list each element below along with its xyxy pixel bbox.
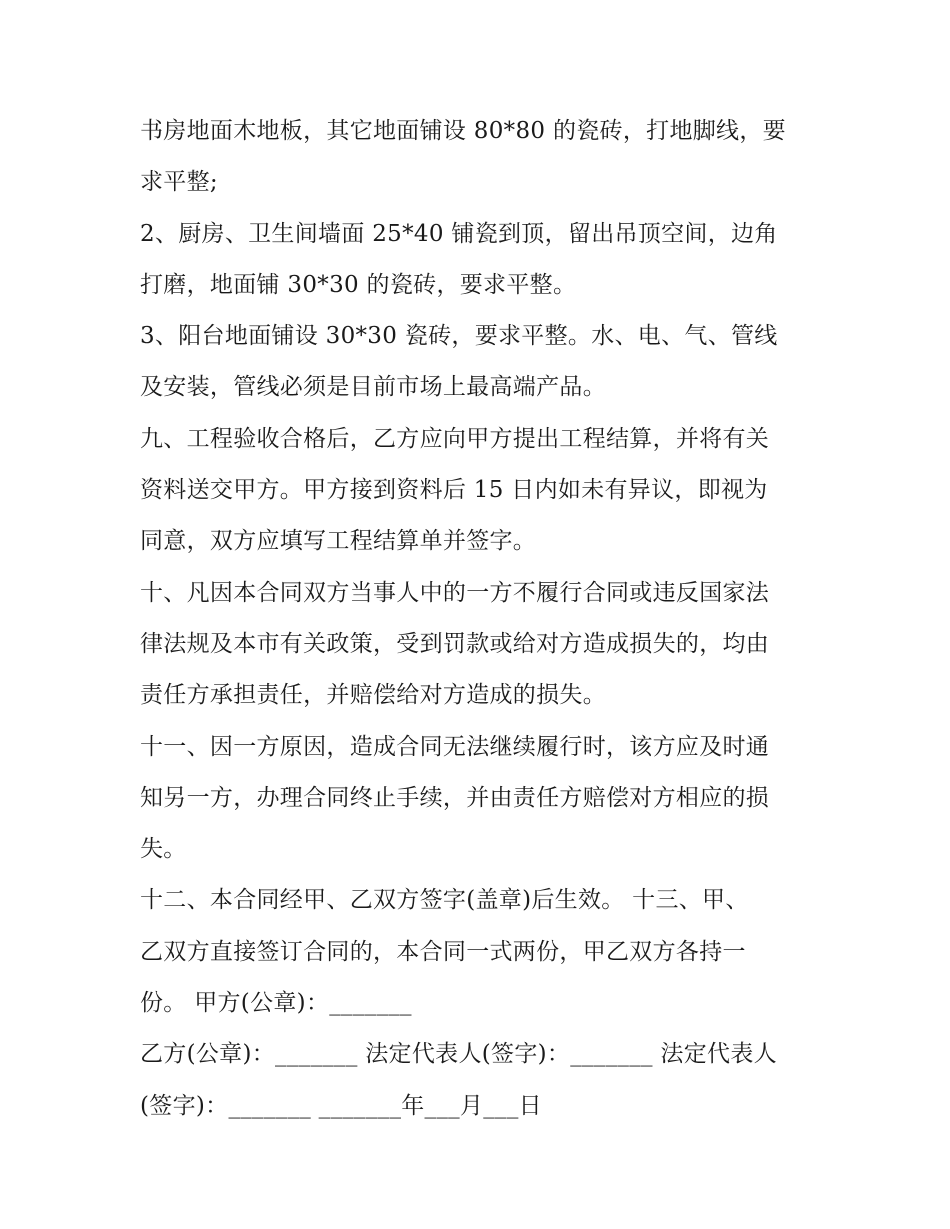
text-line: 十二、本合同经甲、乙双方签字(盖章)后生效。 十三、甲、 [140, 887, 749, 914]
text-line: 同意，双方应填写工程结算单并签字。 [140, 528, 537, 555]
text-line: 责任方承担责任，并赔偿给对方造成的损失。 [140, 682, 606, 709]
text-line: 资料送交甲方。甲方接到资料后 15 日内如未有异议，即视为 [140, 477, 768, 504]
text-line: 十一、因一方原因，造成合同无法继续履行时，该方应及时通 [140, 733, 770, 760]
text-line: 打磨，地面铺 30*30 的瓷砖，要求平整。 [140, 271, 577, 298]
text-line: 十、凡因本合同双方当事人中的一方不履行合同或违反国家法 [140, 579, 770, 606]
text-line: 知另一方，办理合同终止手续，并由责任方赔偿对方相应的损 [140, 784, 770, 811]
text-line: 九、工程验收合格后，乙方应向甲方提出工程结算，并将有关 [140, 425, 770, 452]
text-line: (签字)：_______ _______年___月___日 [140, 1092, 542, 1119]
text-line: 求平整; [140, 169, 218, 196]
text-line: 3、阳台地面铺设 30*30 瓷砖，要求平整。水、电、气、管线 [140, 323, 778, 350]
text-line: 乙方(公章)：_______ 法定代表人(签字)：_______ 法定代表人 [140, 1041, 777, 1068]
text-line: 失。 [140, 836, 187, 863]
text-line: 书房地面木地板，其它地面铺设 80*80 的瓷砖，打地脚线，要 [140, 118, 786, 144]
document-body [140, 106, 820, 1132]
text-line: 乙双方直接签订合同的，本合同一式两份，甲乙双方各持一 [140, 938, 746, 965]
text-line: 律法规及本市有关政策，受到罚款或给对方造成损失的，均由 [140, 630, 770, 657]
text-line: 份。 甲方(公章)：_______ [140, 990, 412, 1017]
text-line: 及安装，管线必须是目前市场上最高端产品。 [140, 374, 606, 401]
text-line: 2、厨房、卫生间墙面 25*40 铺瓷到顶，留出吊顶空间，边角 [140, 220, 778, 247]
